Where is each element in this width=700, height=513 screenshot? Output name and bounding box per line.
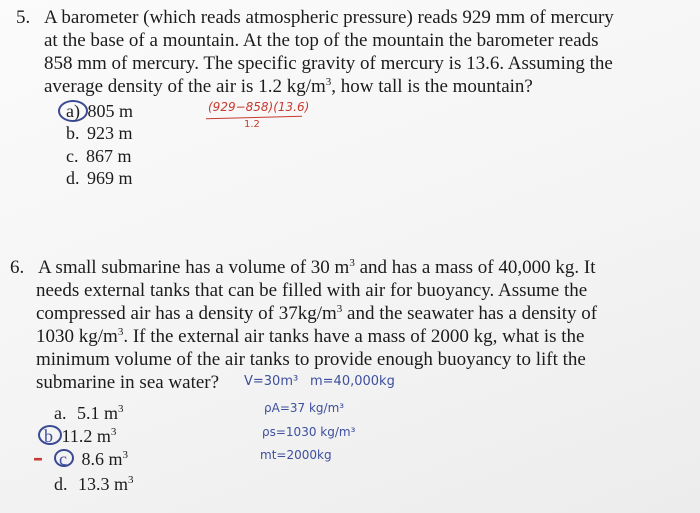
q6-option-b[interactable] xyxy=(44,425,116,447)
q6-option-a-value-text: 5.1 m xyxy=(77,403,119,423)
q6-option-c-sup: 3 xyxy=(122,449,129,461)
q6-line-1 xyxy=(38,257,595,279)
q5-number: 5. xyxy=(16,7,31,28)
q5-option-c-letter: c. xyxy=(66,146,79,166)
q5-option-d-letter: d. xyxy=(66,168,80,188)
q5-option-c-value: 867 m xyxy=(86,146,132,166)
q6-line-3-tail: and the seawater has a density of xyxy=(342,303,598,324)
q6-line-3-sup: 3 xyxy=(336,303,343,315)
q6-option-b-sup: 3 xyxy=(110,426,117,438)
q6-option-c-value-text: 8.6 m xyxy=(81,449,123,469)
q6-option-c[interactable] xyxy=(59,448,128,470)
q6-dash-mark: – xyxy=(33,446,43,470)
q5-line-2: at the base of a mountain. At the top of the mountain the barometer reads xyxy=(44,30,599,51)
q6-line-5: minimum volume of the air tanks to provide enough buoyancy to lift the xyxy=(36,349,586,370)
q6-option-c-value xyxy=(82,449,129,469)
q5-handwritten-formula: (929−858)(13.6) xyxy=(208,100,310,114)
q6-option-d-value xyxy=(78,474,134,494)
q6-option-b-value xyxy=(62,426,117,446)
q5-option-d[interactable] xyxy=(66,167,133,189)
q6-option-b-letter: b xyxy=(44,426,53,446)
q6-option-d-sup: 3 xyxy=(128,474,134,486)
q5-line-4-tail: , how tall is the mountain? xyxy=(331,76,533,97)
q6-line-1-tail: and has a mass of 40,000 kg. It xyxy=(354,257,596,278)
q6-note-tank-mass: mt=2000kg xyxy=(260,448,332,462)
q5-line-4-text: average density of the air is 1.2 kg/m xyxy=(44,76,326,97)
q6-note-air-density: ρA=37 kg/m³ xyxy=(264,401,345,415)
q6-line-4-sup: 3 xyxy=(117,326,124,338)
q6-line-6: submarine in sea water? xyxy=(36,372,220,393)
q6-option-a-letter: a. xyxy=(54,403,67,423)
q6-note-mass: m=40,000kg xyxy=(310,374,395,389)
q6-option-d-value-text: 13.3 m xyxy=(78,474,129,494)
q6-line-2: needs external tanks that can be filled with air for buoyancy. Assume the xyxy=(36,280,588,301)
q5-option-d-value: 969 m xyxy=(87,168,133,188)
q6-line-4 xyxy=(36,326,584,348)
q6-option-a[interactable] xyxy=(54,402,124,424)
q6-option-d-letter: d. xyxy=(54,474,68,494)
q6-option-d[interactable] xyxy=(54,473,134,495)
q6-line-4-tail: . If the external air tanks have a mass of 2000 kg, what is the xyxy=(123,326,585,347)
q5-handwritten-denominator: 1.2 xyxy=(244,119,260,130)
q5-line-4-sup: 3 xyxy=(325,76,332,88)
q5-option-a-letter: a) xyxy=(66,101,80,121)
q6-option-a-sup: 3 xyxy=(118,403,124,415)
q6-line-1-text: A small submarine has a volume of 30 m xyxy=(38,257,350,278)
q5-option-b-value: 923 m xyxy=(87,123,133,143)
q5-line-3: 858 mm of mercury. The specific gravity of mercury is 13.6. Assuming the xyxy=(44,53,613,74)
q6-line-1-sup: 3 xyxy=(349,257,355,269)
q6-note-sea-density: ρs=1030 kg/m³ xyxy=(262,425,356,439)
q5-line-4 xyxy=(44,76,533,98)
q6-note-volume: V=30m³ xyxy=(244,374,299,389)
q6-number: 6. xyxy=(10,257,25,278)
q5-option-b[interactable] xyxy=(66,122,133,144)
q5-option-b-letter: b. xyxy=(66,123,80,143)
q6-option-b-value-text: 11.2 m xyxy=(61,426,111,446)
q5-option-c[interactable] xyxy=(66,145,132,167)
q5-option-a[interactable] xyxy=(66,100,133,122)
q6-option-c-letter: c xyxy=(59,449,67,469)
q5-line-1: A barometer (which reads atmospheric pressure) reads 929 mm of mercury xyxy=(44,7,614,28)
q5-option-a-value: 805 m xyxy=(87,101,133,121)
q6-line-4-text: 1030 kg/m xyxy=(36,326,118,347)
q6-line-3 xyxy=(36,303,597,325)
q6-option-a-value xyxy=(77,403,124,423)
q6-line-3-text: compressed air has a density of 37kg/m xyxy=(36,303,337,324)
